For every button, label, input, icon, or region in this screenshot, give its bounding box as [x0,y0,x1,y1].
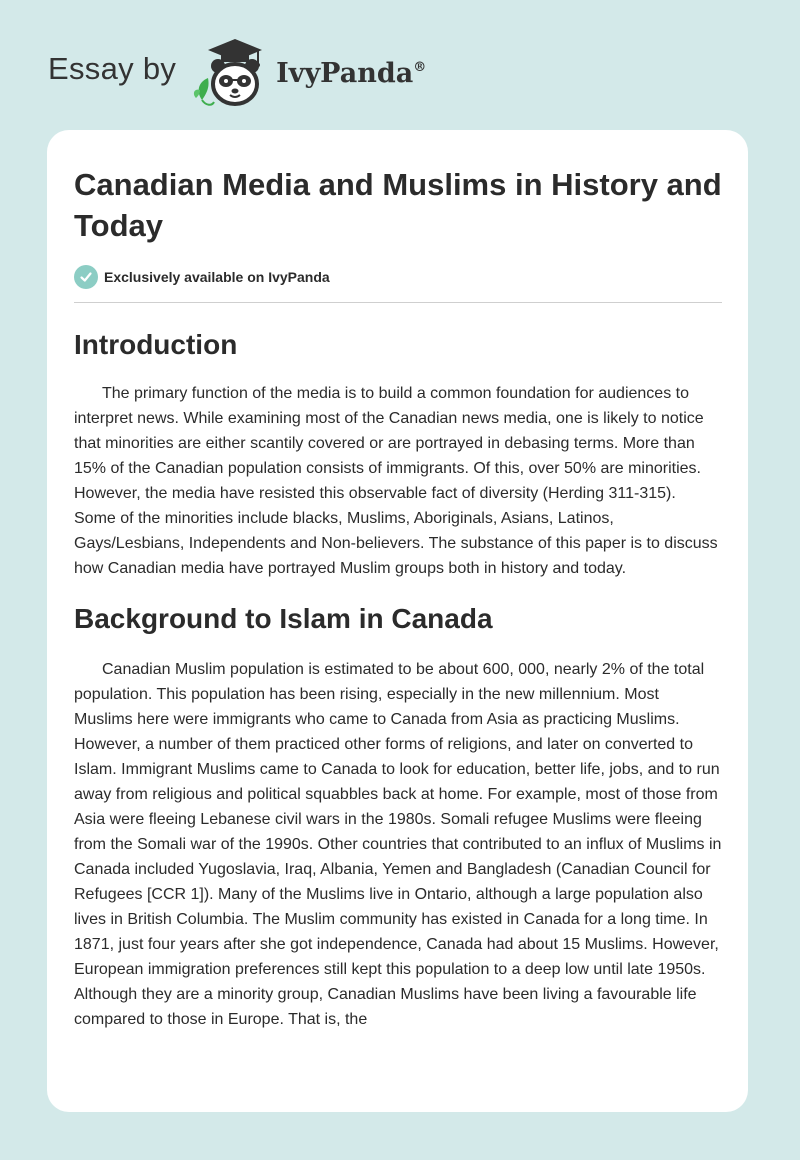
section-heading-background: Background to Islam in Canada [74,603,493,634]
registered-mark: ® [413,59,427,75]
section-body-introduction: The primary function of the media is to build a common foundation for audiences to interpret news. While examining most of the Canadian news media, one is likely to notice that minorities are either scantily covered or are portrayed in debasing terms. More than 15% of the Canadian population consists of immigrants. Of this, over 50% are minorities. However, the media have resisted this observable fact of diversity (Herding 311-315). Some of the minorities include blacks, Muslims, Aboriginals, Asians, Latinos, Gays/Lesbians, Independents and Non-believers. The substance of this paper is to discuss how Canadian media have portrayed Muslim groups both in history and today. [74,385,718,577]
article-card [47,130,748,1112]
exclusive-label: Exclusively available on IvyPanda [104,269,330,285]
section-body-background: Canadian Muslim population is estimated to be about 600, 000, nearly 2% of the total population. This population has been rising, especially in the new millennium. Most Muslims here were immigrants who came to Canada from Asia as practicing Muslims. However, a number of them practiced other forms of religions, and later on converted to Islam. Immigrant Muslims came to Canada to look for education, better life, jobs, and to run away from religious and political squabbles back at home. For example, most of those from Asia were fleeing Lebanese civil wars in the 1980s. Somali refugee Muslims were fleeing from the Somali war of the 1990s. Other countries that contributed to an influx of Muslims in Canada included Yugoslavia, Iraq, Albania, Yemen and Bangladesh (Canadian Council for Refugees [CCR 1]). Many of the Muslims live in Ontario, although a large population also lives in British Columbia. The Muslim community has existed in Canada for a long time. In 1871, just four years after she got independence, Canada had about 15 Muslims. However, European immigration preferences still kept this population to a deep low until late 1950s. Although they are a minority group, Canadian Muslims have been living a favourable life compared to those in Europe. That is, the [74,661,722,1028]
section-heading-introduction: Introduction [74,329,238,360]
essay-by-label: Essay by [48,51,177,86]
brand-name[interactable]: IvyPanda® [276,57,427,89]
check-icon [74,265,98,289]
ivypanda-logo-icon[interactable] [188,34,278,110]
site-header [48,34,426,110]
article-title: Canadian Media and Muslims in History and Today [74,167,722,243]
exclusive-badge [74,265,722,303]
